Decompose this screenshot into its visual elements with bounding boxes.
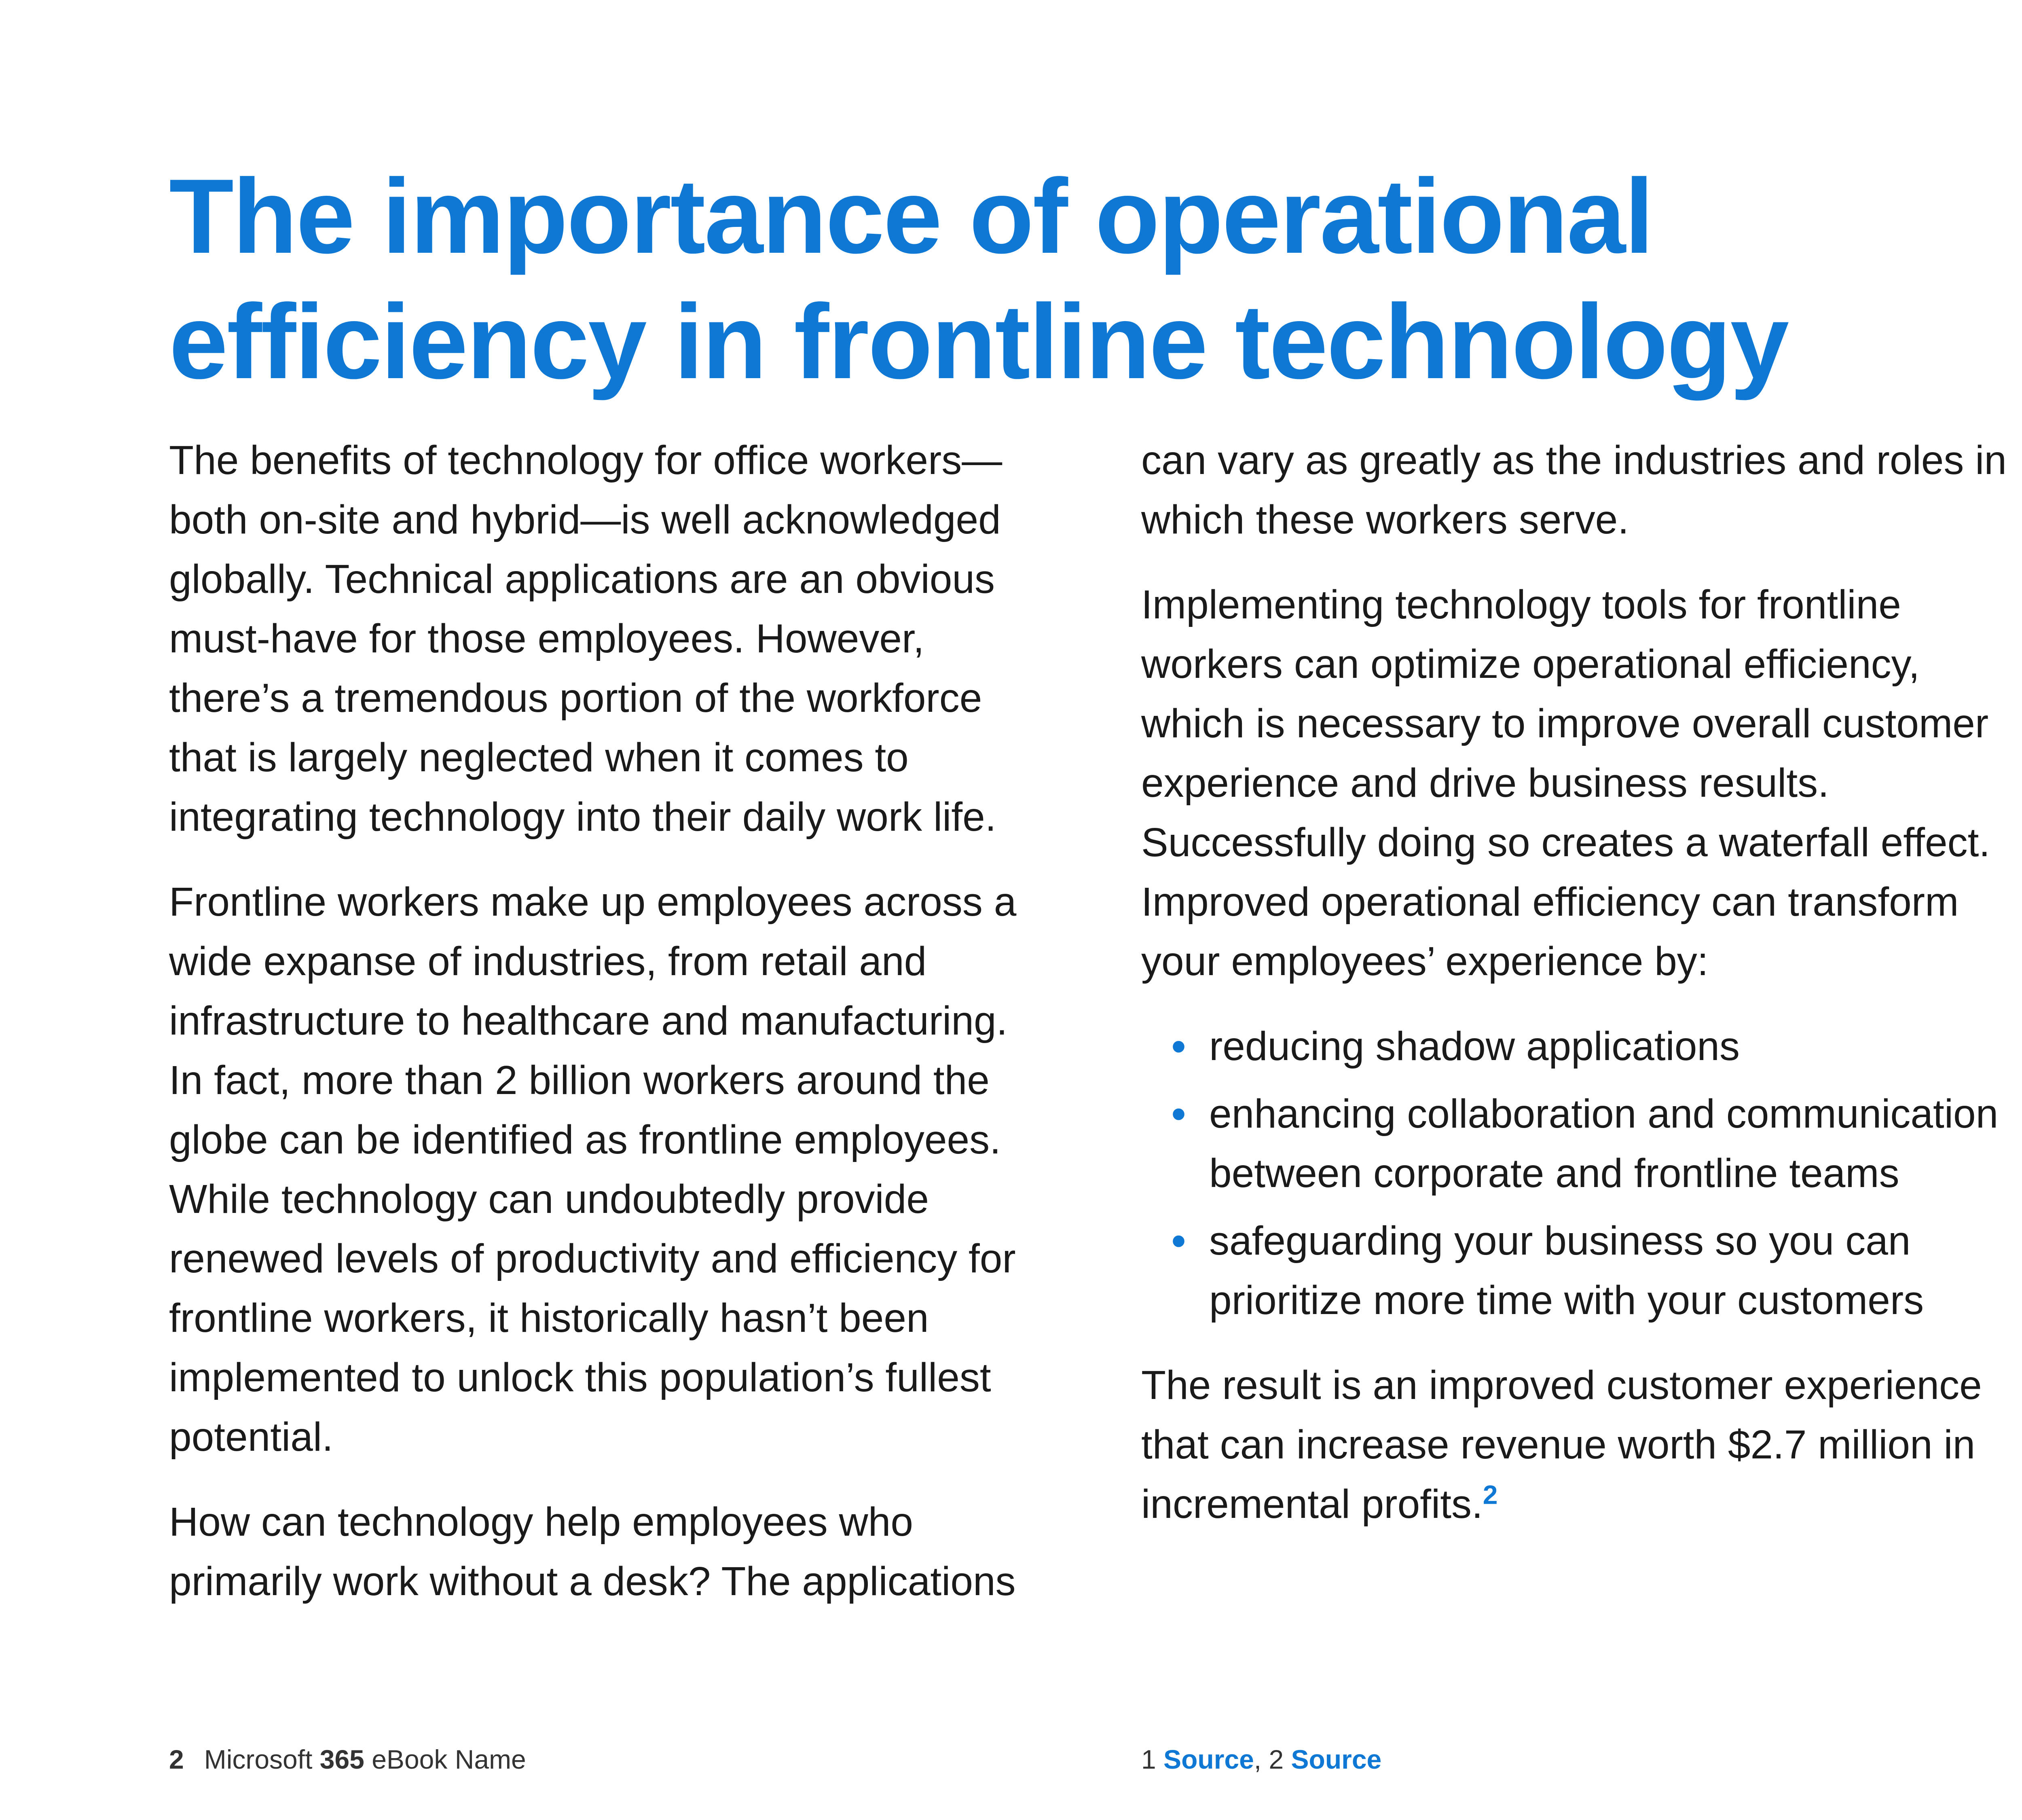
list-item — [1141, 1017, 2011, 1076]
paragraph-text: The result is an improved customer experience that can increase revenue worth $2.7 million in incremental profits. — [1141, 1363, 1982, 1527]
page-number: 2 — [169, 1744, 184, 1774]
list-item-text: safeguarding your business so you can prioritize more time with your customers — [1209, 1218, 1924, 1323]
body-column-1 — [169, 431, 1022, 1637]
source-1-number: 1 — [1141, 1744, 1164, 1774]
brand-bold: 365 — [319, 1744, 364, 1774]
paragraph: Implementing technology tools for frontline workers can optimize operational efficiency, which is necessary to improve overall customer experience and drive business results. Successfully doing so creates a waterfall effect. Improved operational efficiency can transform your employees’ experience by: — [1141, 582, 1990, 984]
source-1-link[interactable]: Source — [1163, 1744, 1254, 1774]
sources-footer — [1141, 1743, 1381, 1776]
list-item-text: reducing shadow applications — [1209, 1024, 1740, 1069]
brand-prefix: Microsoft — [204, 1744, 320, 1774]
paragraph: How can technology help employees who primarily work without a desk? The applications — [169, 1499, 1016, 1604]
paragraph — [1141, 1356, 2011, 1534]
source-2-link[interactable]: Source — [1291, 1744, 1382, 1774]
body-column-2 — [1141, 431, 2011, 1560]
paragraph: The benefits of technology for office workers—both on-site and hybrid—is well acknowledged globally. Technical applications are an obvious must-have for those employees. However, there’s a tremendous portion of the workforce that is largely neglected when it comes to integrating technology into their daily work life. — [169, 438, 1003, 840]
bullet-icon: • — [1172, 1091, 1186, 1136]
paragraph: Frontline workers make up employees across a wide expanse of industries, from retail and infrastructure to healthcare and manufacturing. In fact, more than 2 billion workers around the globe can be identified as frontline employees. While technology can undoubtedly provide renewed levels of productivity and efficiency for frontline workers, it historically hasn’t been implemented to unlock this population’s fullest potential. — [169, 879, 1017, 1460]
benefits-list — [1141, 1017, 2011, 1330]
paragraph: can vary as greatly as the industries and roles in which these workers serve. — [1141, 438, 2007, 542]
list-item — [1141, 1211, 2011, 1330]
page-footer — [169, 1743, 526, 1776]
source-separator: , 2 — [1254, 1744, 1291, 1774]
bullet-icon: • — [1172, 1218, 1186, 1263]
doc-name: eBook Name — [364, 1744, 526, 1774]
list-item — [1141, 1084, 2011, 1203]
list-item-text: enhancing collaboration and communication between corporate and frontline teams — [1209, 1091, 1999, 1196]
page-title: The importance of operational efficiency in frontline technology — [169, 157, 1788, 401]
bullet-icon: • — [1172, 1024, 1186, 1069]
footnote-ref[interactable]: 2 — [1483, 1479, 1498, 1510]
